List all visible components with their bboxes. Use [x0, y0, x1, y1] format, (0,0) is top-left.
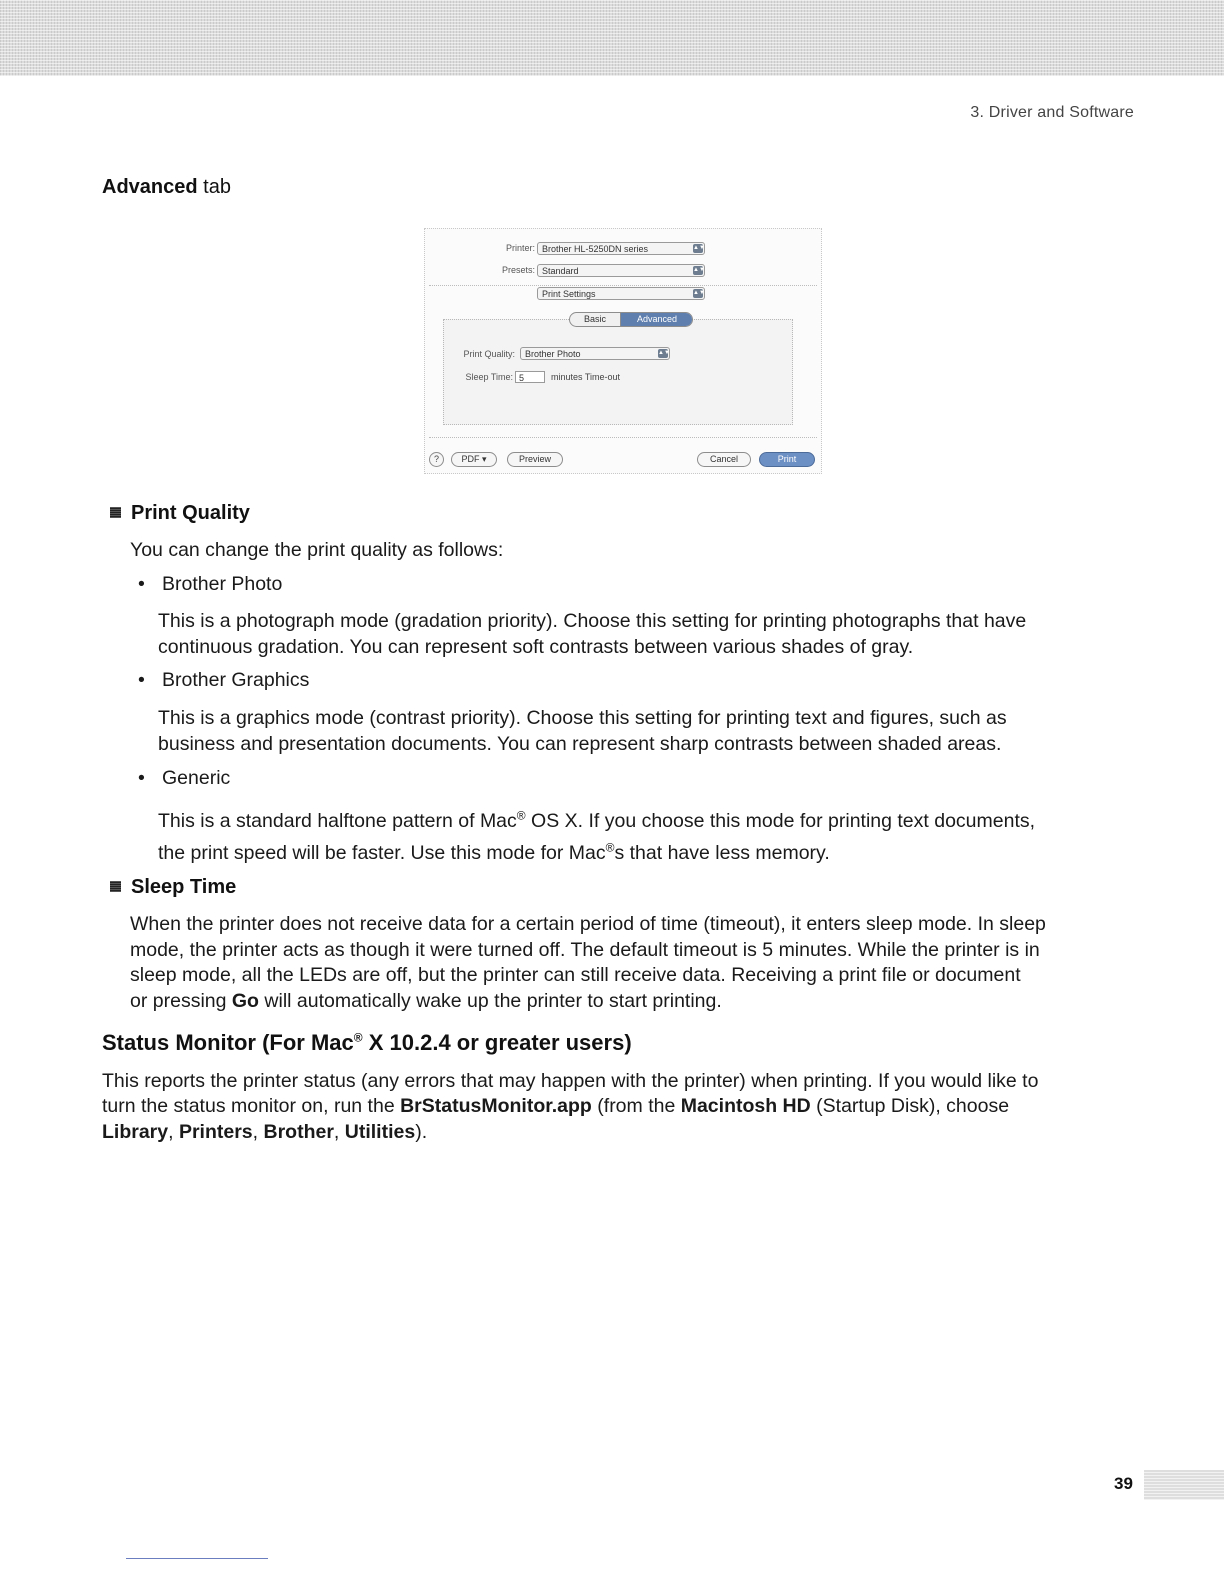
print-quality-intro: You can change the print quality as follows: [130, 539, 504, 561]
option-description: This is a photograph mode (gradation priority). Choose this setting for printing photographs that have [158, 610, 1027, 632]
text-run: Status Monitor (For Mac [102, 1030, 354, 1055]
print-quality-heading-text: Print Quality [131, 502, 250, 524]
option-brother-graphics: • Brother Graphics [138, 669, 310, 691]
sleep-time-text: mode, the printer acts as though it were turned off. The default timeout is 5 minutes. While the printer is in [130, 939, 1040, 961]
text-run: , [252, 1121, 264, 1143]
disk-name: Macintosh HD [680, 1095, 811, 1117]
status-monitor-text [102, 1119, 427, 1145]
text-run: or pressing [130, 990, 232, 1012]
popup-arrows-icon: ▲▼ [693, 267, 705, 273]
sleep-time-heading-text: Sleep Time [131, 876, 237, 898]
cancel-button[interactable]: Cancel [697, 452, 751, 467]
text-run: , [333, 1121, 345, 1143]
sleep-time-text: sleep mode, all the LEDs are off, but the printer can still receive data. Receiving a print file or document [130, 964, 1021, 986]
status-monitor-text: This reports the printer status (any errors that may happen with the printer) when printing. If you would like to [102, 1070, 1039, 1092]
status-monitor-text [102, 1093, 1009, 1119]
text-run: the print speed will be faster. Use this mode for Mac [158, 842, 606, 864]
section-title [102, 176, 231, 199]
sleep-time-heading [110, 876, 236, 899]
footer-rule [126, 1558, 268, 1559]
option-description [158, 808, 1035, 834]
text-run: ). [415, 1121, 428, 1143]
sleep-time-unit: minutes Time-out [551, 372, 621, 382]
section-title-rest: tab [197, 176, 231, 198]
folder-printers: Printers [178, 1121, 253, 1143]
pdf-button[interactable]: PDF ▾ [451, 452, 497, 467]
option-brother-photo: • Brother Photo [138, 573, 283, 595]
popup-arrows-icon: ▲▼ [658, 350, 670, 356]
tab-bar [569, 312, 693, 327]
page-tab [1144, 1470, 1224, 1500]
folder-brother: Brother [263, 1121, 334, 1143]
print-quality-popup[interactable] [520, 347, 670, 360]
printer-popup[interactable] [537, 242, 705, 255]
text-run: s that have less memory. [614, 842, 830, 864]
presets-popup-value: Standard [542, 266, 579, 276]
help-button[interactable]: ? [429, 452, 444, 467]
option-description [158, 840, 830, 866]
sleep-time-text: When the printer does not receive data for a certain period of time (timeout), it enters sleep mode. In sleep [130, 913, 1046, 935]
option-name: Brother Graphics [162, 669, 310, 691]
registered-mark: ® [516, 808, 526, 823]
printer-popup-value: Brother HL-5250DN series [542, 244, 649, 254]
dialog-divider [429, 437, 817, 438]
folder-utilities: Utilities [344, 1121, 416, 1143]
option-description: business and presentation documents. You can represent sharp contrasts between shaded areas. [158, 733, 1002, 755]
print-quality-label: Print Quality: [463, 349, 515, 359]
folder-library: Library [102, 1121, 169, 1143]
print-button[interactable]: Print [759, 452, 815, 467]
dialog-divider [429, 285, 817, 286]
print-quality-heading [110, 502, 250, 525]
text-run: This is a standard halftone pattern of Mac [158, 810, 517, 832]
option-name: Brother Photo [162, 573, 283, 595]
text-run: , [168, 1121, 179, 1143]
go-key-label: Go [231, 990, 259, 1012]
registered-mark: ® [353, 1030, 363, 1045]
text-run: OS X. If you choose this mode for printing text documents, [525, 810, 1036, 832]
tab-advanced[interactable]: Advanced [621, 313, 693, 326]
app-name: BrStatusMonitor.app [400, 1095, 592, 1117]
text-run: X 10.2.4 or greater users) [362, 1030, 632, 1055]
tab-basic[interactable]: Basic [570, 313, 621, 326]
option-description: This is a graphics mode (contrast priority). Choose this setting for printing text and figures, such as [158, 707, 1007, 729]
chapter-title: 3. Driver and Software [970, 104, 1134, 121]
text-run: turn the status monitor on, run the [102, 1095, 401, 1117]
sleep-time-input[interactable]: 5 [515, 371, 545, 383]
status-monitor-heading [102, 1030, 632, 1056]
sleep-time-text [130, 988, 722, 1014]
popup-arrows-icon: ▲▼ [693, 245, 705, 251]
option-generic: • Generic [138, 767, 231, 789]
sleep-time-label: Sleep Time: [465, 372, 513, 382]
print-quality-popup-value: Brother Photo [525, 349, 581, 359]
panel-popup-value: Print Settings [542, 289, 596, 299]
option-name: Generic [162, 767, 231, 789]
section-title-bold: Advanced [102, 176, 198, 198]
header-band [0, 0, 1224, 76]
popup-arrows-icon: ▲▼ [693, 290, 705, 296]
print-dialog-screenshot [424, 228, 822, 474]
text-run: will automatically wake up the printer to start printing. [258, 990, 722, 1012]
panel-popup[interactable] [537, 287, 705, 300]
text-run: (from the [591, 1095, 681, 1117]
text-run: (Startup Disk), choose [810, 1095, 1010, 1117]
square-bullet-icon [110, 507, 121, 518]
page-number: 39 [1114, 1474, 1133, 1493]
presets-label: Presets: [501, 265, 535, 275]
presets-popup[interactable] [537, 264, 705, 277]
printer-label: Printer: [505, 243, 535, 253]
option-description: continuous gradation. You can represent soft contrasts between various shades of gray. [158, 636, 914, 658]
registered-mark: ® [605, 840, 615, 855]
square-bullet-icon [110, 881, 121, 892]
preview-button[interactable]: Preview [507, 452, 563, 467]
